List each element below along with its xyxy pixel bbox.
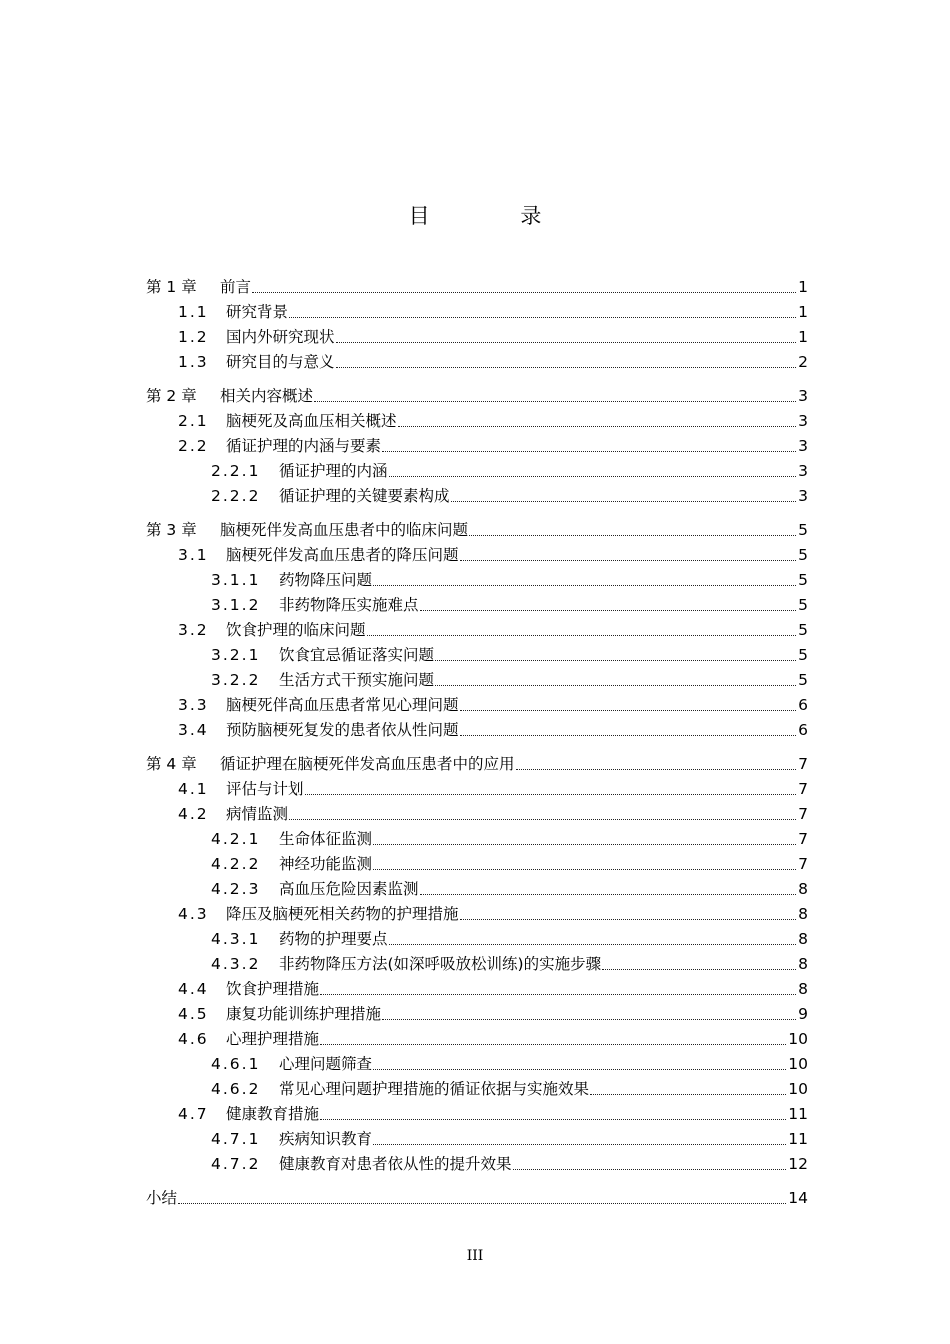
toc-entry-number: 3.1.2 bbox=[211, 596, 261, 614]
toc-entry-number: 4.3.1 bbox=[211, 930, 261, 948]
toc-dot-leader bbox=[389, 476, 797, 477]
toc-entry-number: 4.6.1 bbox=[211, 1055, 261, 1073]
toc-entry-page: 3 bbox=[798, 462, 808, 480]
toc-entry-number: 2.2.1 bbox=[211, 462, 261, 480]
toc-entry-page: 3 bbox=[798, 412, 808, 430]
toc-entry-page: 9 bbox=[798, 1005, 808, 1023]
toc-entry-page: 7 bbox=[798, 855, 808, 873]
toc-title: 目 录 bbox=[408, 204, 584, 228]
toc-dot-leader bbox=[602, 969, 796, 970]
toc-dot-leader bbox=[590, 1094, 786, 1095]
toc-entry-page: 6 bbox=[798, 696, 808, 714]
toc-entry-number: 2.2 bbox=[178, 437, 209, 455]
toc-entry-page: 1 bbox=[798, 278, 808, 296]
toc-section-entry[interactable] bbox=[178, 774, 808, 799]
toc-entry-title: 病情监测 bbox=[226, 805, 289, 823]
toc-entry-title: 小结 bbox=[146, 1189, 178, 1207]
toc-entry-number: 4.2 bbox=[178, 805, 209, 823]
toc-entry-number: 3.1.1 bbox=[211, 571, 261, 589]
toc-entry-title: 循证护理的关键要素构成 bbox=[279, 487, 450, 505]
toc-entry-number: 3.3 bbox=[178, 696, 209, 714]
toc-dot-leader bbox=[420, 610, 797, 611]
toc-entry-number: 2.2.2 bbox=[211, 487, 261, 505]
toc-dot-leader bbox=[420, 894, 797, 895]
toc-section-entry[interactable] bbox=[178, 899, 808, 924]
toc-entry-page: 2 bbox=[798, 353, 808, 371]
toc-entry-number: 1.2 bbox=[178, 328, 209, 346]
toc-dot-leader bbox=[373, 1069, 786, 1070]
toc-entry-title: 生命体征监测 bbox=[279, 830, 373, 848]
toc-entry-title: 循证护理的内涵与要素 bbox=[226, 437, 382, 455]
toc-entry-page: 7 bbox=[798, 780, 808, 798]
toc-section-entry[interactable] bbox=[178, 347, 808, 372]
toc-dot-leader bbox=[435, 660, 796, 661]
toc-section-entry[interactable] bbox=[178, 799, 808, 824]
toc-entry-page: 5 bbox=[798, 546, 808, 564]
toc-entry-title: 评估与计划 bbox=[226, 780, 304, 798]
toc-dot-leader bbox=[289, 819, 796, 820]
toc-entry-title: 非药物降压实施难点 bbox=[279, 596, 419, 614]
toc-entry-page: 5 bbox=[798, 621, 808, 639]
toc-entry-number: 4.6 bbox=[178, 1030, 209, 1048]
toc-entry-title: 国内外研究现状 bbox=[226, 328, 335, 346]
toc-entry-title: 心理问题筛查 bbox=[279, 1055, 373, 1073]
toc-entry-page: 8 bbox=[798, 880, 808, 898]
toc-entry-page: 3 bbox=[798, 437, 808, 455]
toc-entry-page: 14 bbox=[788, 1189, 808, 1207]
toc-section-entry[interactable] bbox=[178, 615, 808, 640]
toc-dot-leader bbox=[373, 1144, 786, 1145]
toc-section-entry[interactable] bbox=[178, 406, 808, 431]
toc-subsection-entry[interactable] bbox=[211, 1074, 808, 1099]
toc-dot-leader bbox=[460, 560, 797, 561]
toc-dot-leader bbox=[435, 685, 796, 686]
toc-entry-title: 研究目的与意义 bbox=[226, 353, 335, 371]
toc-dot-leader bbox=[320, 994, 796, 995]
toc-entry-number: 4.6.2 bbox=[211, 1080, 261, 1098]
toc-entry-number: 4.3 bbox=[178, 905, 209, 923]
toc-entry-page: 8 bbox=[798, 905, 808, 923]
toc-dot-leader bbox=[451, 501, 797, 502]
toc-entry-title: 研究背景 bbox=[226, 303, 289, 321]
toc-entry-title: 疾病知识教育 bbox=[279, 1130, 373, 1148]
toc-subsection-entry[interactable] bbox=[211, 565, 808, 590]
toc-entry-title: 饮食护理措施 bbox=[226, 980, 320, 998]
toc-entry-number: 3.2.1 bbox=[211, 646, 261, 664]
toc-subsection-entry[interactable] bbox=[211, 924, 808, 949]
toc-dot-leader bbox=[469, 535, 796, 536]
toc-entry-title: 药物降压问题 bbox=[279, 571, 373, 589]
toc-section-entry[interactable] bbox=[178, 1099, 808, 1124]
toc-subsection-entry[interactable] bbox=[211, 1149, 808, 1174]
toc-chapter-entry[interactable] bbox=[146, 515, 808, 540]
toc-dot-leader bbox=[373, 869, 796, 870]
toc-entry-page: 7 bbox=[798, 805, 808, 823]
page-number: III bbox=[466, 1248, 484, 1264]
toc-entry-page: 5 bbox=[798, 571, 808, 589]
toc-entry-number: 3.1 bbox=[178, 546, 209, 564]
toc-entry-page: 12 bbox=[788, 1155, 808, 1173]
toc-entry-page: 8 bbox=[798, 930, 808, 948]
toc-subsection-entry[interactable] bbox=[211, 824, 808, 849]
toc-entry-number: 第 3 章 bbox=[146, 521, 197, 539]
toc-section-entry[interactable] bbox=[178, 1024, 808, 1049]
toc-entry-number: 3.4 bbox=[178, 721, 209, 739]
toc-entry-title: 药物的护理要点 bbox=[279, 930, 388, 948]
toc-entry-number: 1.3 bbox=[178, 353, 209, 371]
toc-entry-page: 10 bbox=[788, 1080, 808, 1098]
toc-entry-title: 生活方式干预实施问题 bbox=[279, 671, 435, 689]
toc-entry-page: 8 bbox=[798, 955, 808, 973]
toc-dot-leader bbox=[382, 451, 796, 452]
toc-dot-leader bbox=[382, 1019, 796, 1020]
toc-entry-number: 4.5 bbox=[178, 1005, 209, 1023]
toc-entry-page: 3 bbox=[798, 387, 808, 405]
toc-entry-page: 3 bbox=[798, 487, 808, 505]
toc-entry-number: 4.4 bbox=[178, 980, 209, 998]
toc-entry-title: 前言 bbox=[220, 278, 252, 296]
toc-chapter-entry[interactable] bbox=[146, 381, 808, 406]
toc-dot-leader bbox=[389, 944, 797, 945]
toc-entry-title: 脑梗死伴发高血压患者的降压问题 bbox=[226, 546, 459, 564]
toc-entry-title: 预防脑梗死复发的患者依从性问题 bbox=[226, 721, 459, 739]
toc-dot-leader bbox=[336, 367, 797, 368]
toc-entry-title: 康复功能训练护理措施 bbox=[226, 1005, 382, 1023]
toc-entry-page: 10 bbox=[788, 1055, 808, 1073]
toc-subsection-entry[interactable] bbox=[211, 665, 808, 690]
toc-entry-page: 7 bbox=[798, 755, 808, 773]
toc-subsection-entry[interactable] bbox=[211, 481, 808, 506]
toc-entry-page: 11 bbox=[788, 1105, 808, 1123]
toc-entry-title: 神经功能监测 bbox=[279, 855, 373, 873]
toc-entry-number: 4.7 bbox=[178, 1105, 209, 1123]
toc-entry-page: 1 bbox=[798, 303, 808, 321]
toc-entry-page: 5 bbox=[798, 671, 808, 689]
toc-entry-page: 5 bbox=[798, 646, 808, 664]
toc-section-entry[interactable] bbox=[178, 974, 808, 999]
toc-chapter-entry[interactable] bbox=[146, 272, 808, 297]
toc-entry-number: 3.2 bbox=[178, 621, 209, 639]
toc-subsection-entry[interactable] bbox=[211, 456, 808, 481]
toc-entry-number: 4.2.3 bbox=[211, 880, 261, 898]
toc-dot-leader bbox=[460, 919, 797, 920]
toc-entry-title: 高血压危险因素监测 bbox=[279, 880, 419, 898]
toc-subsection-entry[interactable] bbox=[211, 874, 808, 899]
toc-entry-number: 4.2.1 bbox=[211, 830, 261, 848]
toc-chapter-entry[interactable] bbox=[146, 1183, 808, 1208]
toc-section-entry[interactable] bbox=[178, 297, 808, 322]
toc-subsection-entry[interactable] bbox=[211, 949, 808, 974]
toc-section-entry[interactable] bbox=[178, 540, 808, 565]
toc-entry-number: 4.7.2 bbox=[211, 1155, 261, 1173]
toc-subsection-entry[interactable] bbox=[211, 849, 808, 874]
toc-dot-leader bbox=[460, 735, 797, 736]
toc-subsection-entry[interactable] bbox=[211, 640, 808, 665]
toc-entry-title: 心理护理措施 bbox=[226, 1030, 320, 1048]
toc-section-entry[interactable] bbox=[178, 690, 808, 715]
toc-entry-title: 相关内容概述 bbox=[220, 387, 314, 405]
toc-entry-page: 7 bbox=[798, 830, 808, 848]
toc-entry-title: 饮食宜忌循证落实问题 bbox=[279, 646, 435, 664]
toc-entry-page: 1 bbox=[798, 328, 808, 346]
toc-dot-leader bbox=[305, 794, 797, 795]
toc-dot-leader bbox=[516, 769, 797, 770]
toc-entry-title: 常见心理问题护理措施的循证依据与实施效果 bbox=[279, 1080, 590, 1098]
toc-entry-page: 11 bbox=[788, 1130, 808, 1148]
toc-subsection-entry[interactable] bbox=[211, 590, 808, 615]
toc-subsection-entry[interactable] bbox=[211, 1049, 808, 1074]
toc-entry-title: 脑梗死伴高血压患者常见心理问题 bbox=[226, 696, 459, 714]
toc-entry-title: 健康教育对患者依从性的提升效果 bbox=[279, 1155, 512, 1173]
toc-entry-number: 1.1 bbox=[178, 303, 209, 321]
toc-dot-leader bbox=[320, 1044, 786, 1045]
toc-entry-title: 非药物降压方法(如深呼吸放松训练)的实施步骤 bbox=[279, 955, 602, 973]
toc-chapter-entry[interactable] bbox=[146, 749, 808, 774]
toc-section-entry[interactable] bbox=[178, 715, 808, 740]
toc-dot-leader bbox=[178, 1203, 786, 1204]
toc-dot-leader bbox=[373, 585, 796, 586]
toc-entry-page: 5 bbox=[798, 521, 808, 539]
toc-section-entry[interactable] bbox=[178, 322, 808, 347]
toc-dot-leader bbox=[289, 317, 796, 318]
toc-entry-number: 4.1 bbox=[178, 780, 209, 798]
toc-dot-leader bbox=[252, 292, 796, 293]
toc-entry-title: 循证护理在脑梗死伴发高血压患者中的应用 bbox=[220, 755, 515, 773]
toc-dot-leader bbox=[398, 426, 797, 427]
toc-entry-number: 第 4 章 bbox=[146, 755, 197, 773]
toc-entry-number: 4.3.2 bbox=[211, 955, 261, 973]
toc-entry-title: 降压及脑梗死相关药物的护理措施 bbox=[226, 905, 459, 923]
toc-entry-number: 4.2.2 bbox=[211, 855, 261, 873]
toc-entry-number: 第 2 章 bbox=[146, 387, 197, 405]
toc-entry-page: 5 bbox=[798, 596, 808, 614]
toc-entry-page: 10 bbox=[788, 1030, 808, 1048]
toc-section-entry[interactable] bbox=[178, 999, 808, 1024]
toc-entry-number: 第 1 章 bbox=[146, 278, 197, 296]
toc-entry-number: 2.1 bbox=[178, 412, 209, 430]
toc-dot-leader bbox=[320, 1119, 786, 1120]
toc-entry-title: 循证护理的内涵 bbox=[279, 462, 388, 480]
toc-entry-title: 脑梗死及高血压相关概述 bbox=[226, 412, 397, 430]
toc-dot-leader bbox=[314, 401, 796, 402]
toc-dot-leader bbox=[367, 635, 797, 636]
toc-dot-leader bbox=[460, 710, 797, 711]
toc-entry-number: 3.2.2 bbox=[211, 671, 261, 689]
toc-subsection-entry[interactable] bbox=[211, 1124, 808, 1149]
toc-entry-title: 饮食护理的临床问题 bbox=[226, 621, 366, 639]
toc-dot-leader bbox=[373, 844, 796, 845]
toc-entry-title: 脑梗死伴发高血压患者中的临床问题 bbox=[220, 521, 469, 539]
toc-entry-number: 4.7.1 bbox=[211, 1130, 261, 1148]
toc-section-entry[interactable] bbox=[178, 431, 808, 456]
toc-entry-title: 健康教育措施 bbox=[226, 1105, 320, 1123]
toc-entry-page: 8 bbox=[798, 980, 808, 998]
toc-dot-leader bbox=[336, 342, 797, 343]
toc-entry-page: 6 bbox=[798, 721, 808, 739]
toc-dot-leader bbox=[513, 1169, 787, 1170]
